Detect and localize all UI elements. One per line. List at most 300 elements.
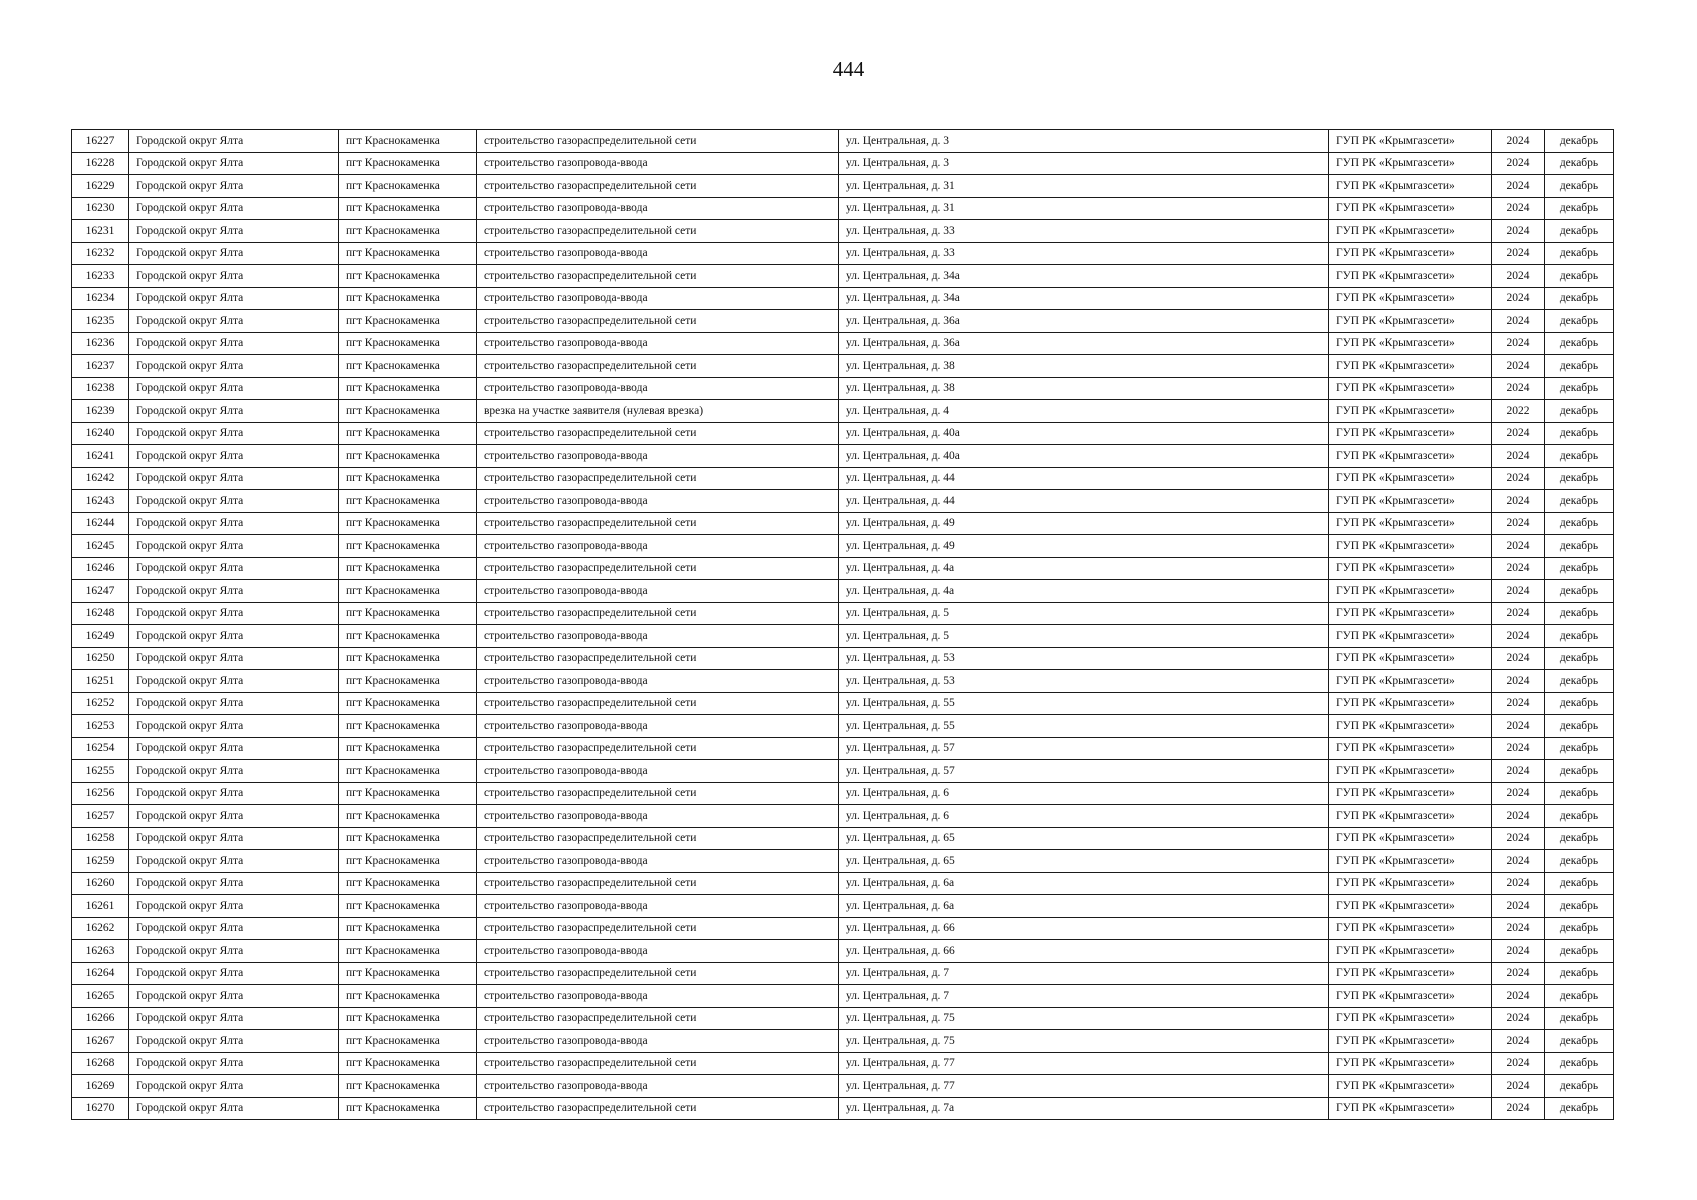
cell-settlement: пгт Краснокаменка <box>339 715 477 738</box>
cell-work-type: строительство газораспределительной сети <box>477 130 839 153</box>
cell-district: Городской округ Ялта <box>129 400 339 423</box>
cell-month: декабрь <box>1545 737 1614 760</box>
cell-address: ул. Центральная, д. 44 <box>839 467 1329 490</box>
cell-month: декабрь <box>1545 827 1614 850</box>
table-row <box>72 400 1614 423</box>
cell-row-number: 16266 <box>72 1007 129 1030</box>
cell-row-number: 16250 <box>72 647 129 670</box>
cell-address: ул. Центральная, д. 53 <box>839 647 1329 670</box>
cell-address: ул. Центральная, д. 36а <box>839 332 1329 355</box>
cell-month: декабрь <box>1545 602 1614 625</box>
cell-district: Городской округ Ялта <box>129 197 339 220</box>
cell-work-type: строительство газопровода-ввода <box>477 895 839 918</box>
cell-month: декабрь <box>1545 850 1614 873</box>
cell-settlement: пгт Краснокаменка <box>339 940 477 963</box>
cell-settlement: пгт Краснокаменка <box>339 1052 477 1075</box>
table-row <box>72 850 1614 873</box>
cell-row-number: 16241 <box>72 445 129 468</box>
cell-organization: ГУП РК «Крымгазсети» <box>1329 985 1492 1008</box>
cell-district: Городской округ Ялта <box>129 602 339 625</box>
cell-year: 2024 <box>1492 445 1545 468</box>
cell-year: 2024 <box>1492 152 1545 175</box>
cell-year: 2024 <box>1492 602 1545 625</box>
cell-organization: ГУП РК «Крымгазсети» <box>1329 400 1492 423</box>
cell-work-type: строительство газораспределительной сети <box>477 422 839 445</box>
cell-year: 2024 <box>1492 625 1545 648</box>
table-row <box>72 872 1614 895</box>
cell-address: ул. Центральная, д. 6 <box>839 782 1329 805</box>
cell-district: Городской округ Ялта <box>129 377 339 400</box>
cell-organization: ГУП РК «Крымгазсети» <box>1329 467 1492 490</box>
cell-row-number: 16262 <box>72 917 129 940</box>
table-row <box>72 1030 1614 1053</box>
cell-organization: ГУП РК «Крымгазсети» <box>1329 715 1492 738</box>
cell-district: Городской округ Ялта <box>129 1097 339 1120</box>
table-row <box>72 1007 1614 1030</box>
cell-settlement: пгт Краснокаменка <box>339 175 477 198</box>
cell-row-number: 16245 <box>72 535 129 558</box>
cell-organization: ГУП РК «Крымгазсети» <box>1329 490 1492 513</box>
cell-work-type: строительство газопровода-ввода <box>477 670 839 693</box>
cell-year: 2024 <box>1492 850 1545 873</box>
cell-organization: ГУП РК «Крымгазсети» <box>1329 152 1492 175</box>
cell-month: декабрь <box>1545 895 1614 918</box>
cell-district: Городской округ Ялта <box>129 1007 339 1030</box>
table-row <box>72 422 1614 445</box>
cell-settlement: пгт Краснокаменка <box>339 1075 477 1098</box>
cell-row-number: 16231 <box>72 220 129 243</box>
cell-work-type: строительство газопровода-ввода <box>477 580 839 603</box>
cell-settlement: пгт Краснокаменка <box>339 242 477 265</box>
cell-month: декабрь <box>1545 625 1614 648</box>
cell-row-number: 16243 <box>72 490 129 513</box>
cell-settlement: пгт Краснокаменка <box>339 647 477 670</box>
cell-organization: ГУП РК «Крымгазсети» <box>1329 782 1492 805</box>
cell-row-number: 16256 <box>72 782 129 805</box>
cell-work-type: строительство газораспределительной сети <box>477 737 839 760</box>
cell-organization: ГУП РК «Крымгазсети» <box>1329 917 1492 940</box>
cell-month: декабрь <box>1545 985 1614 1008</box>
cell-work-type: врезка на участке заявителя (нулевая врезка) <box>477 400 839 423</box>
cell-work-type: строительство газопровода-ввода <box>477 985 839 1008</box>
cell-address: ул. Центральная, д. 38 <box>839 355 1329 378</box>
cell-work-type: строительство газопровода-ввода <box>477 805 839 828</box>
cell-district: Городской округ Ялта <box>129 917 339 940</box>
cell-row-number: 16258 <box>72 827 129 850</box>
cell-district: Городской округ Ялта <box>129 580 339 603</box>
cell-organization: ГУП РК «Крымгазсети» <box>1329 535 1492 558</box>
cell-year: 2024 <box>1492 940 1545 963</box>
cell-month: декабрь <box>1545 715 1614 738</box>
cell-organization: ГУП РК «Крымгазсети» <box>1329 1075 1492 1098</box>
cell-address: ул. Центральная, д. 66 <box>839 917 1329 940</box>
cell-month: декабрь <box>1545 962 1614 985</box>
cell-district: Городской округ Ялта <box>129 962 339 985</box>
cell-year: 2024 <box>1492 1052 1545 1075</box>
cell-district: Городской округ Ялта <box>129 1030 339 1053</box>
cell-settlement: пгт Краснокаменка <box>339 737 477 760</box>
cell-work-type: строительство газораспределительной сети <box>477 647 839 670</box>
cell-work-type: строительство газораспределительной сети <box>477 692 839 715</box>
cell-settlement: пгт Краснокаменка <box>339 872 477 895</box>
cell-address: ул. Центральная, д. 33 <box>839 242 1329 265</box>
cell-work-type: строительство газораспределительной сети <box>477 1007 839 1030</box>
table-row <box>72 130 1614 153</box>
cell-address: ул. Центральная, д. 38 <box>839 377 1329 400</box>
cell-settlement: пгт Краснокаменка <box>339 422 477 445</box>
cell-row-number: 16234 <box>72 287 129 310</box>
cell-settlement: пгт Краснокаменка <box>339 355 477 378</box>
cell-month: декабрь <box>1545 1030 1614 1053</box>
cell-address: ул. Центральная, д. 65 <box>839 827 1329 850</box>
cell-year: 2024 <box>1492 805 1545 828</box>
cell-organization: ГУП РК «Крымгазсети» <box>1329 265 1492 288</box>
cell-work-type: строительство газопровода-ввода <box>477 490 839 513</box>
cell-organization: ГУП РК «Крымгазсети» <box>1329 647 1492 670</box>
cell-work-type: строительство газораспределительной сети <box>477 1097 839 1120</box>
cell-district: Городской округ Ялта <box>129 175 339 198</box>
table-row <box>72 737 1614 760</box>
cell-month: декабрь <box>1545 1097 1614 1120</box>
table-row <box>72 760 1614 783</box>
cell-month: декабрь <box>1545 242 1614 265</box>
cell-district: Городской округ Ялта <box>129 1075 339 1098</box>
cell-work-type: строительство газопровода-ввода <box>477 625 839 648</box>
table-row <box>72 557 1614 580</box>
cell-month: декабрь <box>1545 917 1614 940</box>
cell-district: Городской округ Ялта <box>129 310 339 333</box>
cell-district: Городской округ Ялта <box>129 1052 339 1075</box>
table-row <box>72 490 1614 513</box>
cell-settlement: пгт Краснокаменка <box>339 197 477 220</box>
cell-district: Городской округ Ялта <box>129 895 339 918</box>
cell-row-number: 16260 <box>72 872 129 895</box>
cell-month: декабрь <box>1545 512 1614 535</box>
cell-address: ул. Центральная, д. 31 <box>839 197 1329 220</box>
cell-settlement: пгт Краснокаменка <box>339 445 477 468</box>
cell-organization: ГУП РК «Крымгазсети» <box>1329 1007 1492 1030</box>
cell-work-type: строительство газораспределительной сети <box>477 220 839 243</box>
cell-month: декабрь <box>1545 310 1614 333</box>
cell-settlement: пгт Краснокаменка <box>339 220 477 243</box>
table-row <box>72 962 1614 985</box>
cell-district: Городской округ Ялта <box>129 490 339 513</box>
cell-address: ул. Центральная, д. 44 <box>839 490 1329 513</box>
cell-address: ул. Центральная, д. 75 <box>839 1007 1329 1030</box>
table-row <box>72 355 1614 378</box>
cell-settlement: пгт Краснокаменка <box>339 377 477 400</box>
cell-district: Городской округ Ялта <box>129 422 339 445</box>
cell-organization: ГУП РК «Крымгазсети» <box>1329 805 1492 828</box>
cell-row-number: 16246 <box>72 557 129 580</box>
cell-work-type: строительство газопровода-ввода <box>477 287 839 310</box>
cell-year: 2024 <box>1492 647 1545 670</box>
cell-address: ул. Центральная, д. 3 <box>839 152 1329 175</box>
cell-address: ул. Центральная, д. 66 <box>839 940 1329 963</box>
cell-year: 2024 <box>1492 782 1545 805</box>
cell-year: 2024 <box>1492 377 1545 400</box>
cell-month: декабрь <box>1545 692 1614 715</box>
cell-district: Городской округ Ялта <box>129 242 339 265</box>
cell-address: ул. Центральная, д. 6 <box>839 805 1329 828</box>
cell-work-type: строительство газопровода-ввода <box>477 535 839 558</box>
cell-address: ул. Центральная, д. 7 <box>839 985 1329 1008</box>
cell-organization: ГУП РК «Крымгазсети» <box>1329 512 1492 535</box>
cell-month: декабрь <box>1545 760 1614 783</box>
cell-organization: ГУП РК «Крымгазсети» <box>1329 1052 1492 1075</box>
cell-year: 2024 <box>1492 917 1545 940</box>
cell-address: ул. Центральная, д. 55 <box>839 692 1329 715</box>
cell-row-number: 16254 <box>72 737 129 760</box>
cell-row-number: 16249 <box>72 625 129 648</box>
cell-organization: ГУП РК «Крымгазсети» <box>1329 287 1492 310</box>
cell-year: 2024 <box>1492 1030 1545 1053</box>
cell-settlement: пгт Краснокаменка <box>339 400 477 423</box>
table-row <box>72 152 1614 175</box>
cell-row-number: 16232 <box>72 242 129 265</box>
cell-district: Городской округ Ялта <box>129 152 339 175</box>
cell-address: ул. Центральная, д. 36а <box>839 310 1329 333</box>
cell-settlement: пгт Краснокаменка <box>339 512 477 535</box>
table-row <box>72 1052 1614 1075</box>
cell-settlement: пгт Краснокаменка <box>339 332 477 355</box>
table-row <box>72 310 1614 333</box>
cell-settlement: пгт Краснокаменка <box>339 850 477 873</box>
cell-row-number: 16229 <box>72 175 129 198</box>
cell-work-type: строительство газораспределительной сети <box>477 827 839 850</box>
cell-year: 2024 <box>1492 895 1545 918</box>
cell-district: Городской округ Ялта <box>129 692 339 715</box>
cell-settlement: пгт Краснокаменка <box>339 985 477 1008</box>
gasification-table <box>71 129 1614 1120</box>
cell-row-number: 16265 <box>72 985 129 1008</box>
cell-year: 2024 <box>1492 692 1545 715</box>
cell-organization: ГУП РК «Крымгазсети» <box>1329 850 1492 873</box>
cell-work-type: строительство газопровода-ввода <box>477 940 839 963</box>
cell-organization: ГУП РК «Крымгазсети» <box>1329 692 1492 715</box>
cell-month: декабрь <box>1545 1075 1614 1098</box>
cell-district: Городской округ Ялта <box>129 220 339 243</box>
table-row <box>72 467 1614 490</box>
cell-year: 2024 <box>1492 1097 1545 1120</box>
cell-organization: ГУП РК «Крымгазсети» <box>1329 332 1492 355</box>
cell-month: декабрь <box>1545 1052 1614 1075</box>
cell-settlement: пгт Краснокаменка <box>339 805 477 828</box>
cell-row-number: 16227 <box>72 130 129 153</box>
cell-year: 2024 <box>1492 962 1545 985</box>
cell-row-number: 16251 <box>72 670 129 693</box>
cell-district: Городской округ Ялта <box>129 355 339 378</box>
cell-row-number: 16255 <box>72 760 129 783</box>
cell-organization: ГУП РК «Крымгазсети» <box>1329 175 1492 198</box>
cell-organization: ГУП РК «Крымгазсети» <box>1329 670 1492 693</box>
cell-address: ул. Центральная, д. 31 <box>839 175 1329 198</box>
cell-row-number: 16233 <box>72 265 129 288</box>
cell-work-type: строительство газораспределительной сети <box>477 175 839 198</box>
cell-month: декабрь <box>1545 377 1614 400</box>
cell-address: ул. Центральная, д. 5 <box>839 625 1329 648</box>
table-row <box>72 535 1614 558</box>
cell-year: 2024 <box>1492 670 1545 693</box>
cell-work-type: строительство газораспределительной сети <box>477 962 839 985</box>
cell-organization: ГУП РК «Крымгазсети» <box>1329 242 1492 265</box>
cell-district: Городской округ Ялта <box>129 130 339 153</box>
cell-work-type: строительство газораспределительной сети <box>477 782 839 805</box>
cell-month: декабрь <box>1545 422 1614 445</box>
cell-work-type: строительство газораспределительной сети <box>477 355 839 378</box>
cell-address: ул. Центральная, д. 34а <box>839 265 1329 288</box>
table-row <box>72 1097 1614 1120</box>
cell-month: декабрь <box>1545 287 1614 310</box>
cell-month: декабрь <box>1545 535 1614 558</box>
cell-organization: ГУП РК «Крымгазсети» <box>1329 625 1492 648</box>
cell-year: 2024 <box>1492 197 1545 220</box>
table-row <box>72 580 1614 603</box>
cell-row-number: 16242 <box>72 467 129 490</box>
cell-organization: ГУП РК «Крымгазсети» <box>1329 760 1492 783</box>
table-row <box>72 602 1614 625</box>
cell-year: 2024 <box>1492 220 1545 243</box>
cell-year: 2024 <box>1492 1007 1545 1030</box>
cell-year: 2024 <box>1492 985 1545 1008</box>
cell-address: ул. Центральная, д. 7 <box>839 962 1329 985</box>
cell-row-number: 16264 <box>72 962 129 985</box>
cell-work-type: строительство газопровода-ввода <box>477 760 839 783</box>
cell-organization: ГУП РК «Крымгазсети» <box>1329 602 1492 625</box>
cell-district: Городской округ Ялта <box>129 647 339 670</box>
cell-work-type: строительство газораспределительной сети <box>477 1052 839 1075</box>
cell-year: 2024 <box>1492 1075 1545 1098</box>
table-row <box>72 175 1614 198</box>
cell-year: 2024 <box>1492 490 1545 513</box>
cell-organization: ГУП РК «Крымгазсети» <box>1329 557 1492 580</box>
table-body <box>72 130 1614 1120</box>
cell-settlement: пгт Краснокаменка <box>339 130 477 153</box>
table-row <box>72 917 1614 940</box>
cell-settlement: пгт Краснокаменка <box>339 692 477 715</box>
cell-row-number: 16230 <box>72 197 129 220</box>
cell-year: 2024 <box>1492 332 1545 355</box>
cell-address: ул. Центральная, д. 57 <box>839 760 1329 783</box>
cell-address: ул. Центральная, д. 6а <box>839 895 1329 918</box>
table-row <box>72 692 1614 715</box>
cell-month: декабрь <box>1545 782 1614 805</box>
cell-district: Городской округ Ялта <box>129 467 339 490</box>
cell-work-type: строительство газопровода-ввода <box>477 242 839 265</box>
cell-address: ул. Центральная, д. 6а <box>839 872 1329 895</box>
cell-organization: ГУП РК «Крымгазсети» <box>1329 940 1492 963</box>
cell-year: 2024 <box>1492 355 1545 378</box>
cell-address: ул. Центральная, д. 7а <box>839 1097 1329 1120</box>
cell-year: 2024 <box>1492 130 1545 153</box>
cell-organization: ГУП РК «Крымгазсети» <box>1329 895 1492 918</box>
cell-district: Городской округ Ялта <box>129 332 339 355</box>
table-row <box>72 805 1614 828</box>
cell-settlement: пгт Краснокаменка <box>339 1030 477 1053</box>
cell-year: 2024 <box>1492 535 1545 558</box>
cell-settlement: пгт Краснокаменка <box>339 580 477 603</box>
cell-row-number: 16248 <box>72 602 129 625</box>
cell-year: 2024 <box>1492 737 1545 760</box>
cell-organization: ГУП РК «Крымгазсети» <box>1329 197 1492 220</box>
cell-address: ул. Центральная, д. 5 <box>839 602 1329 625</box>
table-row <box>72 287 1614 310</box>
table-row <box>72 827 1614 850</box>
cell-district: Городской округ Ялта <box>129 872 339 895</box>
cell-district: Городской округ Ялта <box>129 760 339 783</box>
cell-address: ул. Центральная, д. 77 <box>839 1075 1329 1098</box>
cell-month: декабрь <box>1545 872 1614 895</box>
page-number: 444 <box>832 57 865 81</box>
cell-organization: ГУП РК «Крымгазсети» <box>1329 130 1492 153</box>
cell-address: ул. Центральная, д. 4а <box>839 557 1329 580</box>
cell-year: 2022 <box>1492 400 1545 423</box>
cell-district: Городской округ Ялта <box>129 287 339 310</box>
cell-settlement: пгт Краснокаменка <box>339 917 477 940</box>
cell-row-number: 16269 <box>72 1075 129 1098</box>
cell-district: Городской округ Ялта <box>129 850 339 873</box>
cell-district: Городской округ Ялта <box>129 512 339 535</box>
cell-year: 2024 <box>1492 715 1545 738</box>
cell-district: Городской округ Ялта <box>129 782 339 805</box>
cell-address: ул. Центральная, д. 4 <box>839 400 1329 423</box>
cell-work-type: строительство газопровода-ввода <box>477 715 839 738</box>
cell-settlement: пгт Краснокаменка <box>339 1097 477 1120</box>
cell-address: ул. Центральная, д. 65 <box>839 850 1329 873</box>
cell-address: ул. Центральная, д. 40а <box>839 422 1329 445</box>
cell-row-number: 16236 <box>72 332 129 355</box>
cell-settlement: пгт Краснокаменка <box>339 1007 477 1030</box>
cell-settlement: пгт Краснокаменка <box>339 625 477 648</box>
table-row <box>72 197 1614 220</box>
cell-year: 2024 <box>1492 512 1545 535</box>
cell-settlement: пгт Краснокаменка <box>339 670 477 693</box>
cell-month: декабрь <box>1545 467 1614 490</box>
cell-district: Городской округ Ялта <box>129 265 339 288</box>
cell-organization: ГУП РК «Крымгазсети» <box>1329 1097 1492 1120</box>
cell-organization: ГУП РК «Крымгазсети» <box>1329 962 1492 985</box>
cell-row-number: 16257 <box>72 805 129 828</box>
cell-address: ул. Центральная, д. 53 <box>839 670 1329 693</box>
table-row <box>72 332 1614 355</box>
cell-organization: ГУП РК «Крымгазсети» <box>1329 1030 1492 1053</box>
cell-work-type: строительство газопровода-ввода <box>477 377 839 400</box>
cell-row-number: 16235 <box>72 310 129 333</box>
cell-row-number: 16270 <box>72 1097 129 1120</box>
cell-row-number: 16253 <box>72 715 129 738</box>
cell-district: Городской округ Ялта <box>129 985 339 1008</box>
cell-month: декабрь <box>1545 940 1614 963</box>
cell-year: 2024 <box>1492 422 1545 445</box>
table-row <box>72 940 1614 963</box>
cell-month: декабрь <box>1545 557 1614 580</box>
cell-year: 2024 <box>1492 557 1545 580</box>
cell-organization: ГУП РК «Крымгазсети» <box>1329 220 1492 243</box>
cell-work-type: строительство газораспределительной сети <box>477 467 839 490</box>
cell-address: ул. Центральная, д. 49 <box>839 535 1329 558</box>
cell-settlement: пгт Краснокаменка <box>339 760 477 783</box>
table-row <box>72 265 1614 288</box>
table-row <box>72 220 1614 243</box>
cell-work-type: строительство газопровода-ввода <box>477 445 839 468</box>
cell-month: декабрь <box>1545 400 1614 423</box>
cell-district: Городской округ Ялта <box>129 805 339 828</box>
table-row <box>72 377 1614 400</box>
cell-year: 2024 <box>1492 287 1545 310</box>
cell-month: декабрь <box>1545 1007 1614 1030</box>
cell-row-number: 16261 <box>72 895 129 918</box>
cell-address: ул. Центральная, д. 49 <box>839 512 1329 535</box>
